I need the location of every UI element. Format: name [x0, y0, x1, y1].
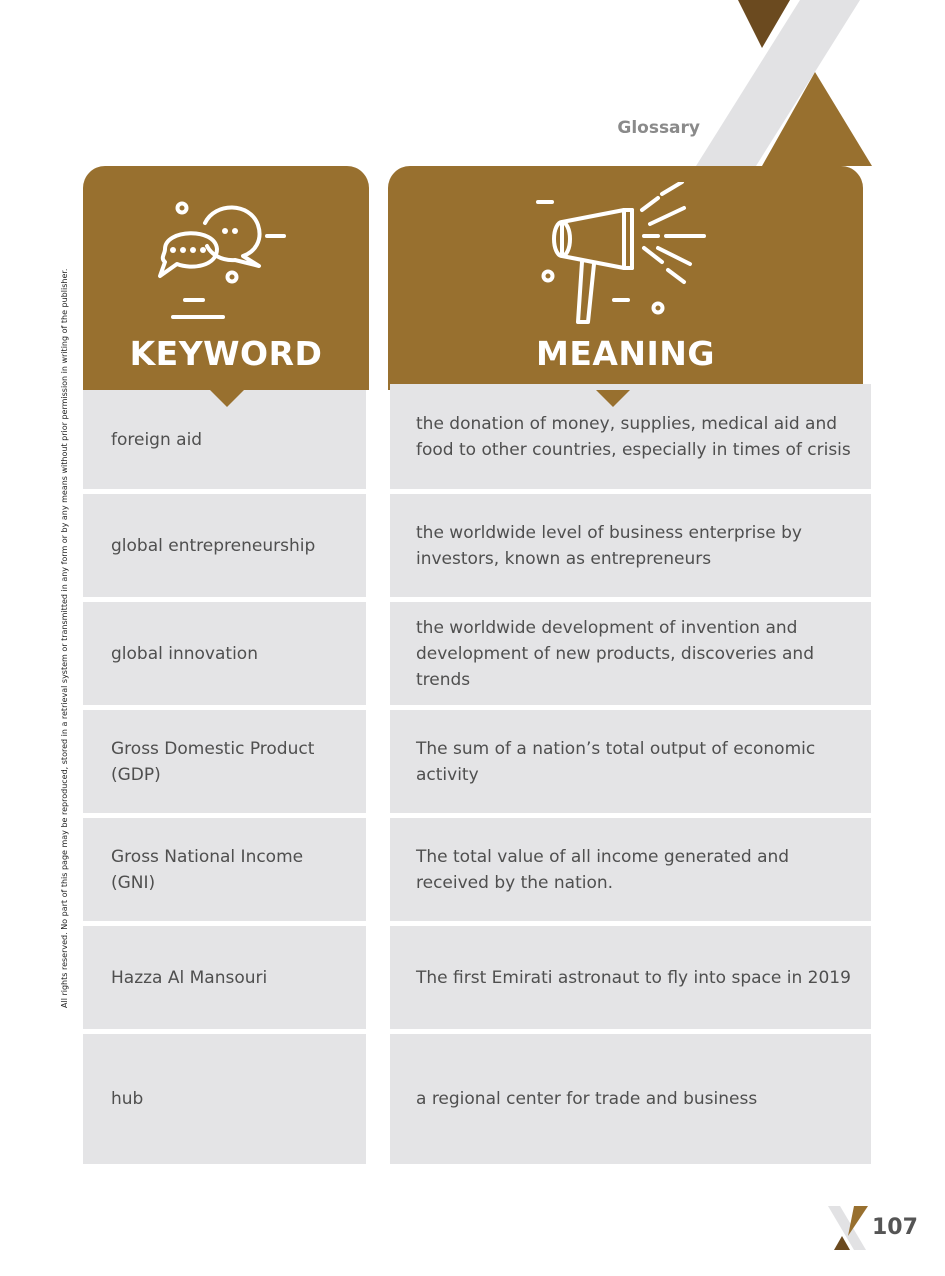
meaning-header-pointer: [596, 390, 630, 407]
meaning-cell: The sum of a nation’s total output of economic activity: [390, 710, 871, 813]
page-corner-logo: [828, 1206, 870, 1250]
keyword-cell: foreign aid: [83, 390, 366, 489]
top-corner-decoration: [0, 0, 945, 180]
page-number: 107: [872, 1215, 918, 1240]
meaning-column-header: [388, 166, 863, 390]
meaning-cell: the worldwide level of business enterprise by investors, known as entrepreneurs: [390, 494, 871, 597]
meaning-cell: a regional center for trade and business: [390, 1034, 871, 1164]
megaphone-icon: [532, 182, 722, 332]
keyword-cell: Gross Domestic Product (GDP): [83, 710, 366, 813]
keyword-header-pointer: [210, 390, 244, 407]
meaning-column-title: MEANING: [535, 334, 716, 373]
keyword-cell: global innovation: [83, 602, 366, 705]
keyword-column-header: [83, 166, 369, 390]
keyword-cell: hub: [83, 1034, 366, 1164]
keyword-cell: Gross National Income (GNI): [83, 818, 366, 921]
section-label: Glossary: [617, 118, 700, 138]
keyword-cell: Hazza Al Mansouri: [83, 926, 366, 1029]
meaning-cell: The total value of all income generated and received by the nation.: [390, 818, 871, 921]
speech-bubbles-icon: [147, 194, 297, 324]
meaning-cell: the worldwide development of invention and development of new products, discoveries and trends: [390, 602, 871, 705]
meaning-cell: The first Emirati astronaut to fly into space in 2019: [390, 926, 871, 1029]
meaning-cell: the donation of money, supplies, medical aid and food to other countries, especially in times of crisis: [390, 384, 871, 489]
copyright-note: All rights reserved. No part of this page may be reproduced, stored in a retrieval system or transmitted in any form or by any means without prior permission in writing of the publisher.: [60, 268, 69, 1008]
keyword-column-title: KEYWORD: [129, 334, 323, 373]
keyword-cell: global entrepreneurship: [83, 494, 366, 597]
